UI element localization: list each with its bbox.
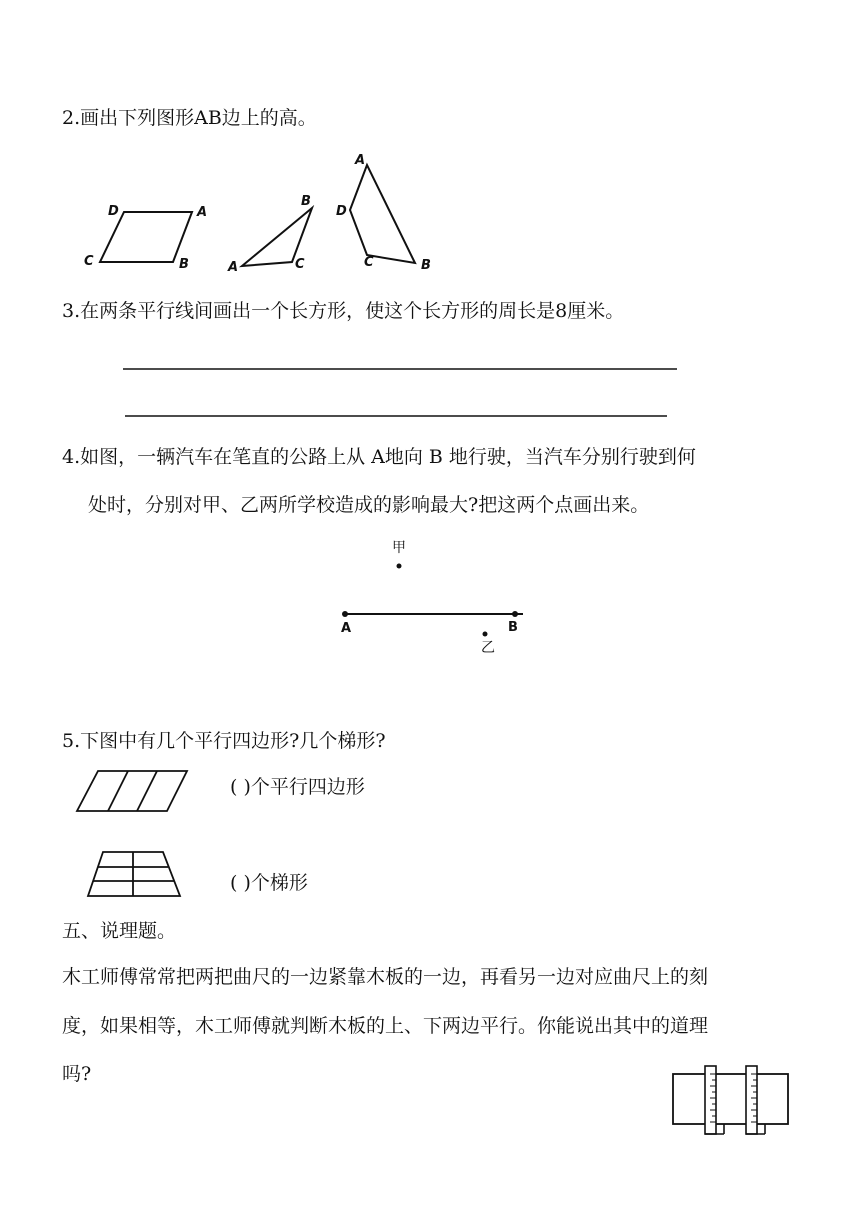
road-label-a: A [341, 621, 352, 636]
section5-line1: 木工师傅常常把两把曲尺的一边紧靠木板的一边，再看另一边对应曲尺上的刻 [62, 966, 709, 988]
fig2-label-a: A [228, 260, 239, 275]
section5-title: 五、说理题。 [62, 920, 177, 942]
q5-text: 5.下图中有几个平行四边形?几个梯形? [62, 730, 386, 752]
q5-answer-parallelograms[interactable]: ( )个平行四边形 [230, 776, 365, 798]
fig3-label-c: C [364, 255, 374, 270]
fig1-label-a: A [197, 205, 208, 220]
ruler-right [746, 1066, 757, 1134]
fig3-label-a: A [355, 153, 366, 168]
school-yi-label: 乙 [481, 640, 495, 656]
fig1-label-c: C [84, 254, 94, 269]
fig1-label-d: D [108, 204, 119, 219]
road-label-b: B [508, 620, 518, 635]
q4-text-line2: 处时，分别对甲、乙两所学校造成的影响最大?把这两个点画出来。 [88, 494, 650, 516]
fig2-label-c: C [295, 257, 305, 272]
section5-line2: 度，如果相等，木工师傅就判断木板的上、下两边平行。你能说出其中的道理 [62, 1015, 709, 1037]
q4-text-line1: 4.如图，一辆汽车在笔直的公路上从 A地向 B 地行驶，当汽车分别行驶到何 [62, 446, 696, 468]
section5-line3: 吗? [62, 1063, 92, 1085]
board [673, 1074, 788, 1124]
school-jia-label: 甲 [392, 540, 406, 556]
q3-text: 3.在两条平行线间画出一个长方形，使这个长方形的周长是8厘米。 [62, 300, 625, 322]
q2-text: 2.画出下列图形AB边上的高。 [62, 107, 317, 129]
ruler-left [705, 1066, 716, 1134]
fig2-label-b: B [301, 194, 311, 209]
fig1-label-b: B [179, 257, 189, 272]
fig3-label-b: B [421, 258, 431, 273]
q5-answer-trapezoids[interactable]: ( )个梯形 [230, 872, 308, 894]
fig3-label-d: D [336, 204, 347, 219]
